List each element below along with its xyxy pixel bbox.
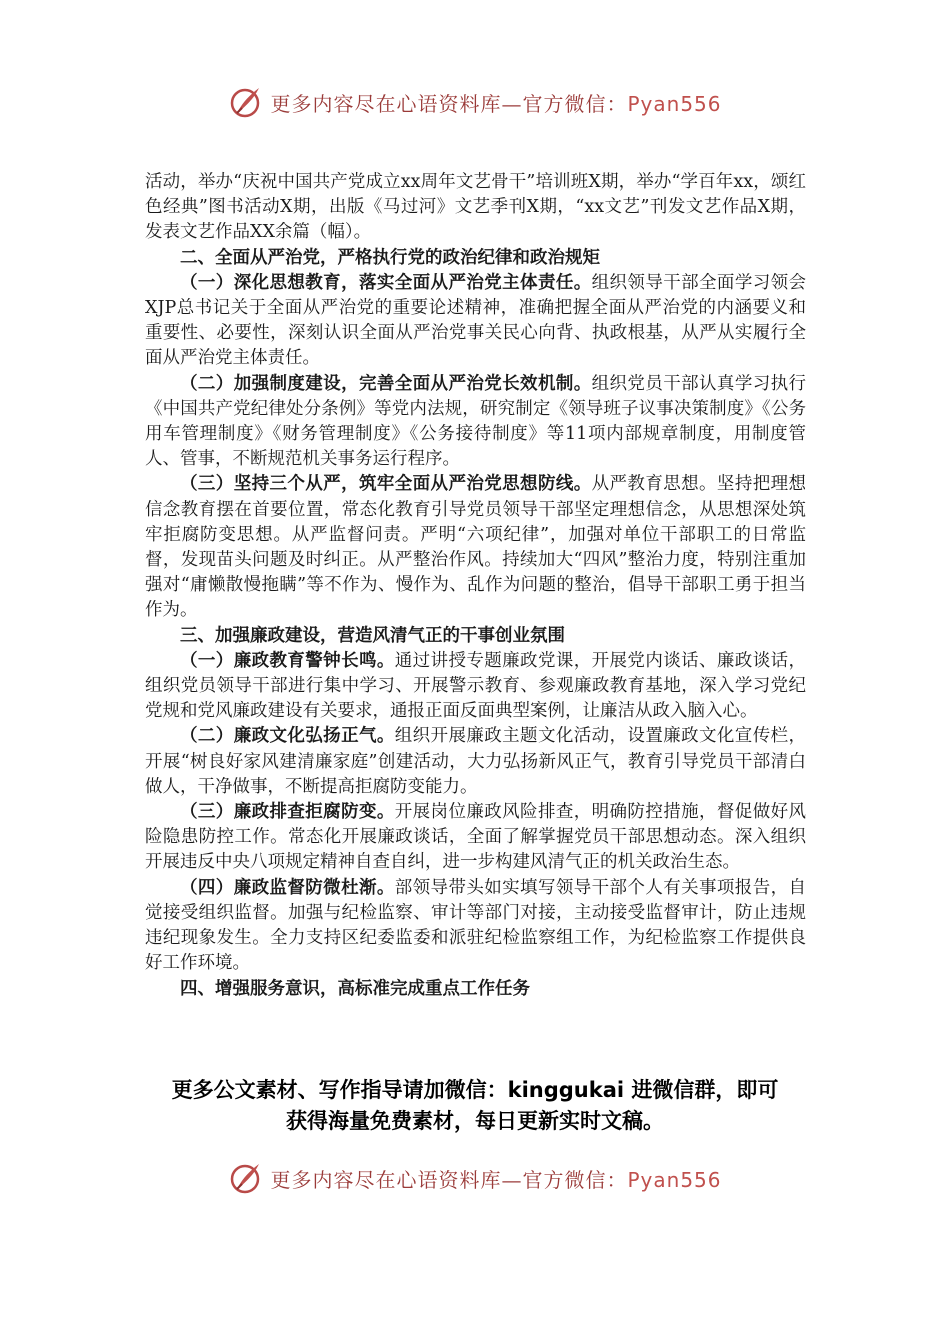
paragraph: （二）加强制度建设，完善全面从严治党长效机制。组织党员干部认真学习执行《中国共产党纪律处分条例》等党内法规，研究制定《领导班子议事决策制度》《公务用车管理制度》《财务管理制度》《公务接待制度》等11项内部规章制度，用制度管人、管事，不断规范机关事务运行程序。 <box>145 373 807 470</box>
paragraph: （三）廉政排查拒腐防变。开展岗位廉政风险排查，明确防控措施，督促做好风险隐患防控工作。常态化开展廉政谈话，全面了解掌握党员干部思想动态。深入组织开展违反中央八项规定精神自查自纠，进一步构建风清气正的机关政治生态。 <box>145 802 806 873</box>
section-heading: 四、增强服务意识，高标准完成重点工作任务 <box>180 978 530 999</box>
footer-banner <box>0 1158 950 1198</box>
quill-pen-logo-icon <box>228 84 264 120</box>
subsection-title: （一）廉政教育警钟长鸣。 <box>180 650 395 671</box>
paragraph: （一）廉政教育警钟长鸣。通过讲授专题廉政党课，开展党内谈话、廉政谈话，组织党员领导干部进行集中学习、开展警示教育、参观廉政教育基地，深入学习党纪党规和党风廉政建设有关要求，通报正面反面典型案例，让廉洁从政入脑入心。 <box>145 650 806 722</box>
subsection-title: （三）廉政排查拒腐防变。 <box>180 802 395 823</box>
banner-text: 更多内容尽在心语资料库—官方微信：Pyan556 <box>270 91 722 116</box>
section-heading: 三、加强廉政建设，营造风清气正的干事创业氛围 <box>180 625 565 646</box>
document-body <box>145 170 806 1002</box>
subsection-title: （二）加强制度建设，完善全面从严治党长效机制。 <box>180 373 592 394</box>
paragraph: 活动，举办“庆祝中国共产党成立xx周年文艺骨干”培训班X期，举办“学百年xx，颂红色经典”图书活动X期，出版《马过河》文艺季刊X期，“xx文艺”刊发文艺作品X期，发表文艺作品XX余篇（幅）。 <box>145 172 806 243</box>
header-banner <box>0 82 950 122</box>
promo-line: 获得海量免费素材，每日更新实时文稿。 <box>286 1109 664 1133</box>
paragraph: （四）廉政监督防微杜渐。部领导带头如实填写领导干部个人有关事项报告，自觉接受组织监督。加强与纪检监察、审计等部门对接，主动接受监督审计，防止违规违纪现象发生。全力支持区纪委监委和派驻纪检监察组工作，为纪检监察工作提供良好工作环境。 <box>145 877 806 974</box>
subsection-title: （三）坚持三个从严，筑牢全面从严治党思想防线。 <box>180 474 592 495</box>
subsection-title: （四）廉政监督防微杜渐。 <box>180 877 395 898</box>
subsection-title: （二）廉政文化弘扬正气。 <box>180 726 395 747</box>
promo-line: 更多公文素材、写作指导请加微信：kinggukai 进微信群，即可 <box>171 1078 779 1102</box>
paragraph: （一）深化思想教育，落实全面从严治党主体责任。组织领导干部全面学习领会XJP总书记关于全面从严治党的重要论述精神，准确把握全面从严治党的内涵要义和重要性、必要性，深刻认识全面从严治党事关民心向背、执政根基，从严从实履行全面从严治党主体责任。 <box>145 272 807 369</box>
subsection-title: （一）深化思想教育，落实全面从严治党主体责任。 <box>180 272 592 293</box>
paragraph: （三）坚持三个从严，筑牢全面从严治党思想防线。从严教育思想。坚持把理想信念教育摆在首要位置，常态化教育引导党员领导干部坚定理想信念，从思想深处筑牢拒腐防变思想。从严监督问责。严明“六项纪律”，加强对单位干部职工的日常监督，发现苗头问题及时纠正。从严整治作风。持续加大“四风”整治力度，特别注重加强对“庸懒散慢拖瞒”等不作为、慢作为、乱作为问题的整治，倡导干部职工勇于担当作为。 <box>145 474 807 621</box>
quill-pen-logo-icon <box>228 1160 264 1196</box>
banner-text: 更多内容尽在心语资料库—官方微信：Pyan556 <box>270 1167 722 1192</box>
section-heading: 二、全面从严治党，严格执行党的政治纪律和政治规矩 <box>180 247 600 268</box>
promo-notice <box>60 1075 890 1137</box>
paragraph: （二）廉政文化弘扬正气。组织开展廉政主题文化活动，设置廉政文化宣传栏，开展“树良好家风建清廉家庭”创建活动，大力弘扬新风正气，教育引导党员干部清白做人，干净做事，不断提高拒腐防变能力。 <box>145 726 806 797</box>
